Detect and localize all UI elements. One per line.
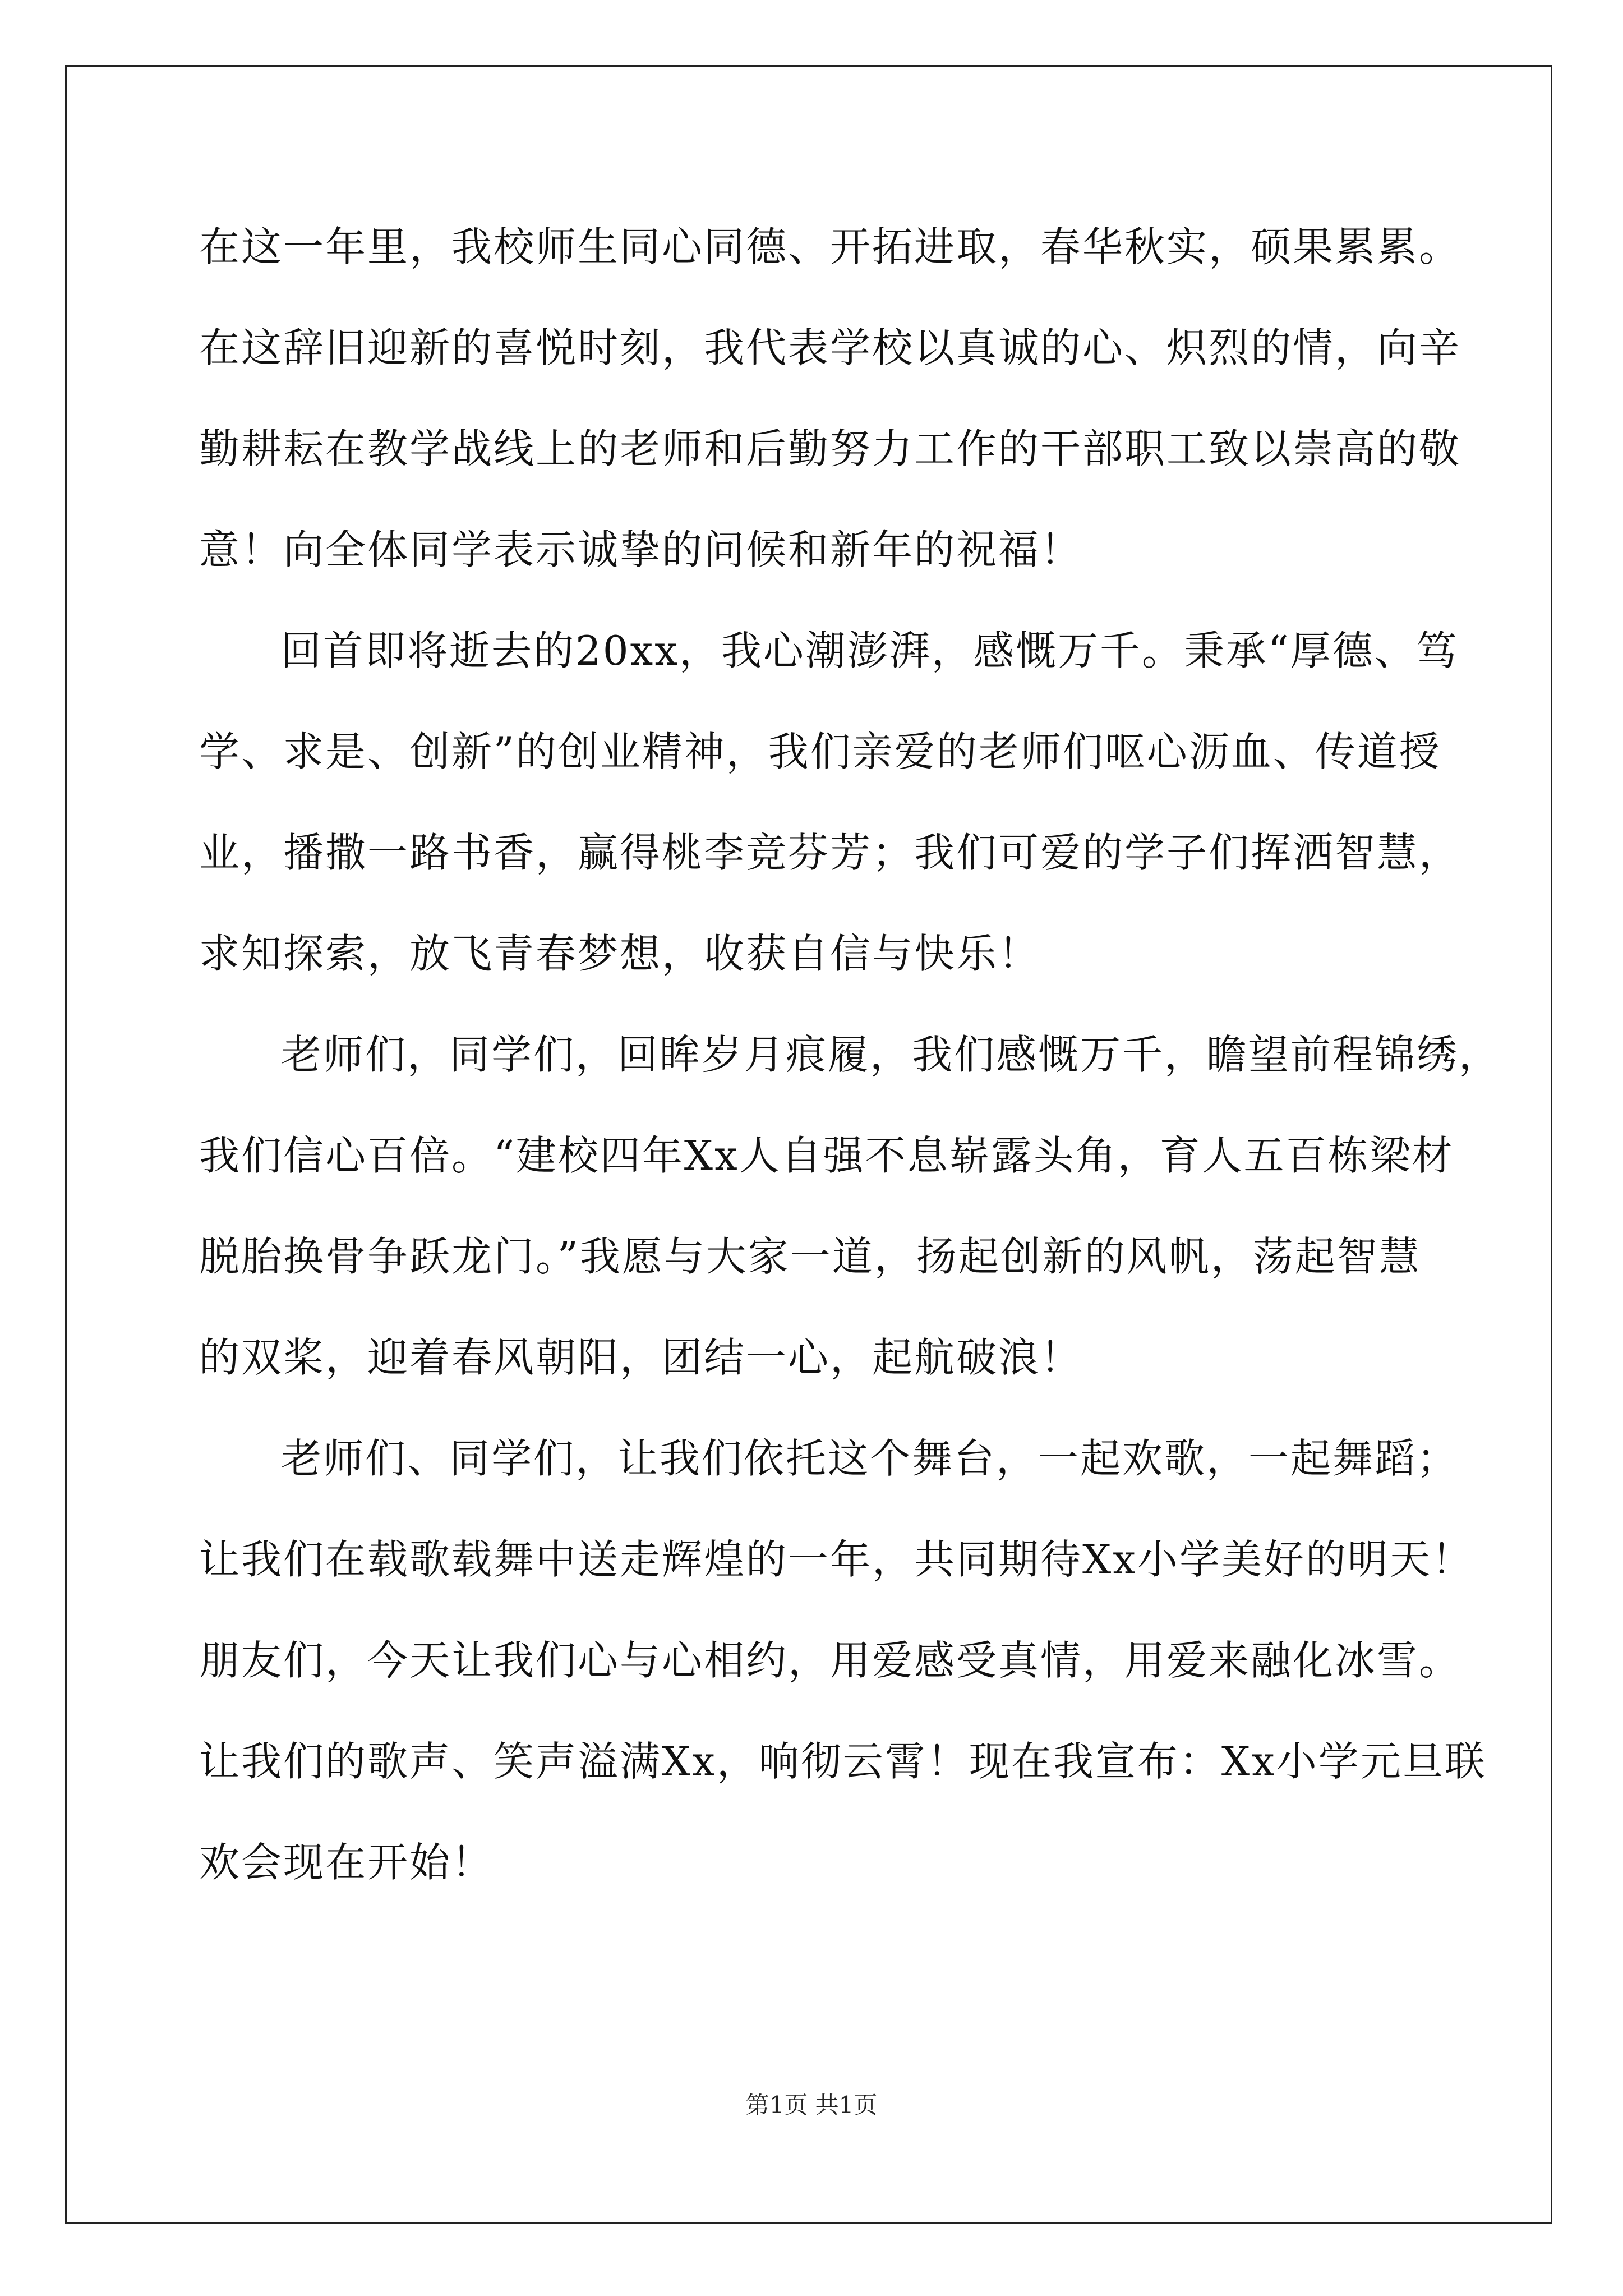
text-line: 回首即将逝去的20xx，我心潮澎湃，感慨万千。秉承“厚德、笃: [281, 627, 1459, 674]
text-line: 我们信心百倍。“建校四年Xx人自强不息崭露头角，育人五百栋梁材: [199, 1132, 1454, 1179]
text-line: 让我们的歌声、笑声溢满Xx，响彻云霄！现在我宣布：Xx小学元旦联: [199, 1738, 1487, 1785]
text-line: 脱胎换骨争跃龙门。”我愿与大家一道，扬起创新的风帆，荡起智慧: [199, 1233, 1421, 1280]
text-line: 让我们在载歌载舞中送走辉煌的一年，共同期待Xx小学美好的明天！: [199, 1536, 1474, 1583]
text-line: 学、求是、创新”的创业精神，我们亲爱的老师们呕心沥血、传道授: [199, 728, 1441, 775]
text-line: 老师们、同学们，让我们依托这个舞台，一起欢歌，一起舞蹈；: [281, 1435, 1459, 1482]
text-line: 朋友们，今天让我们心与心相约，用爱感受真情，用爱来融化冰雪。: [199, 1637, 1461, 1684]
text-line: 在这辞旧迎新的喜悦时刻，我代表学校以真诚的心、炽烈的情，向辛: [199, 324, 1461, 371]
text-line: 老师们，同学们，回眸岁月痕履，我们感慨万千，瞻望前程锦绣，: [281, 1031, 1501, 1078]
text-line: 业，播撒一路书香，赢得桃李竞芬芳；我们可爱的学子们挥洒智慧，: [199, 829, 1461, 876]
text-line: 的双桨，迎着春风朝阳，团结一心，起航破浪！: [199, 1334, 1083, 1381]
text-line: 在这一年里，我校师生同心同德、开拓进取，春华秋实，硕果累累。: [199, 223, 1461, 270]
text-line: 意！向全体同学表示诚挚的问候和新年的祝福！: [199, 526, 1083, 573]
text-line: 求知探索，放飞青春梦想，收获自信与快乐！: [199, 930, 1041, 977]
text-line: 勤耕耘在教学战线上的老师和后勤努力工作的干部职工致以崇高的敬: [199, 425, 1461, 472]
page-number-footer: 第1页 共1页: [745, 2091, 878, 2119]
text-line: 欢会现在开始！: [199, 1839, 494, 1886]
